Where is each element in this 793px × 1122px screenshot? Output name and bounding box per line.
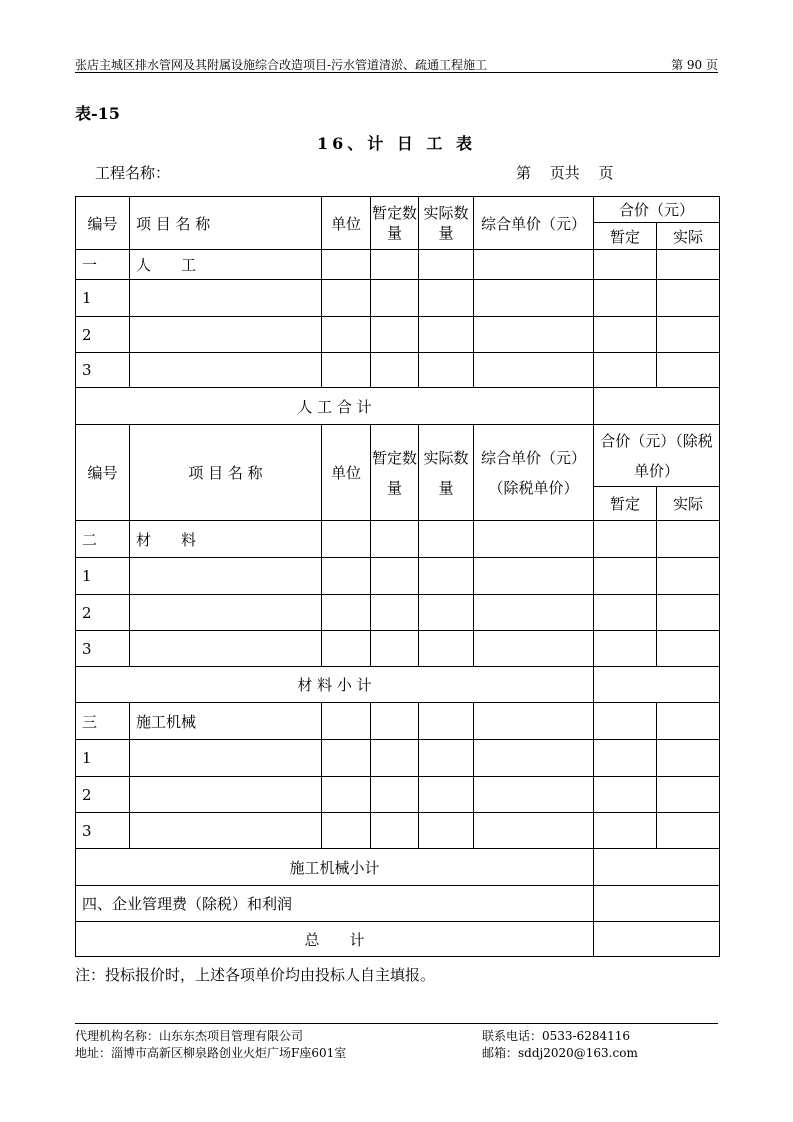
col-header-est: 暂定 [594,223,657,250]
item-number: 3 [76,631,130,667]
table-cell [657,777,720,813]
table-cell [657,521,720,558]
table-cell [322,521,371,558]
table-cell [371,813,419,849]
col-header-act-qty: 实际数量 [419,197,474,250]
table-cell [419,631,474,667]
table-cell [594,631,657,667]
table-cell [371,521,419,558]
section-number: 三 [76,703,130,740]
table-cell [594,521,657,558]
table-cell [419,317,474,353]
item-number: 3 [76,813,130,849]
table-number: 表-15 [75,104,120,123]
table-cell [657,595,720,631]
col-header-est: 暂定 [594,487,657,521]
col-header-act-qty: 实际数量 [419,425,474,521]
item-number: 2 [76,777,130,813]
table-cell [322,250,371,280]
item-row [76,813,720,849]
subtotal-row [76,849,720,886]
table-cell [371,595,419,631]
item-number: 2 [76,595,130,631]
section-name: 人 工 [130,250,322,280]
table-title: 16、计 日 工 表 [317,134,476,153]
col-header-unit: 单位 [322,197,371,250]
header-page-number: 第 90 页 [671,58,718,72]
table-cell [322,558,371,595]
item-row [76,558,720,595]
table-cell [130,558,322,595]
table-cell [657,280,720,317]
subtotal-value [594,667,720,703]
table-cell [322,595,371,631]
col-header-total: 合价（元） [594,197,720,223]
table-cell [322,813,371,849]
col-header-act: 实际 [657,223,720,250]
table-cell [419,353,474,388]
table-cell [657,740,720,777]
section-name: 材 料 [130,521,322,558]
table-cell [371,317,419,353]
daywork-table [75,196,720,957]
table-cell [322,631,371,667]
item-number: 3 [76,353,130,388]
mgmt-fee-label: 四、企业管理费（除税）和利润 [76,886,594,922]
table-cell [371,353,419,388]
table-cell [130,595,322,631]
table-cell [657,317,720,353]
table-cell [657,250,720,280]
section-row [76,521,720,558]
item-row [76,317,720,353]
table-cell [130,353,322,388]
col-header-no: 编号 [76,425,130,521]
table-cell [474,521,594,558]
item-row [76,777,720,813]
item-row [76,631,720,667]
table-cell [419,813,474,849]
table-cell [474,631,594,667]
table-cell [474,280,594,317]
section-row [76,703,720,740]
table-cell [657,813,720,849]
col-header-no: 编号 [76,197,130,250]
page-counter: 第 页共 页 [516,164,614,182]
table-cell [594,813,657,849]
table-cell [474,777,594,813]
header-row [76,425,720,487]
table-cell [594,777,657,813]
subtotal-row [76,667,720,703]
table-cell [322,353,371,388]
table-cell [322,280,371,317]
subtotal-value [594,849,720,886]
table-cell [419,250,474,280]
table-cell [322,777,371,813]
table-cell [322,703,371,740]
table-cell [130,740,322,777]
table-cell [474,353,594,388]
col-header-act: 实际 [657,487,720,521]
table-cell [130,777,322,813]
grand-total-value [594,922,720,957]
table-cell [594,558,657,595]
table-cell [371,250,419,280]
col-header-unit-price: 综合单价（元） [474,197,594,250]
grand-total-row [76,922,720,957]
table-cell [419,777,474,813]
section-name: 施工机械 [130,703,322,740]
table-cell [594,317,657,353]
mgmt-fee-value [594,886,720,922]
table-cell [474,250,594,280]
item-number: 1 [76,740,130,777]
table-cell [419,595,474,631]
section-number: 二 [76,521,130,558]
table-cell [130,813,322,849]
table-cell [419,280,474,317]
table-cell [474,317,594,353]
table-cell [419,740,474,777]
subtotal-row [76,388,720,425]
project-name-label: 工程名称： [95,164,171,182]
col-header-name: 项 目 名 称 [130,197,322,250]
table-cell [594,740,657,777]
table-cell [657,703,720,740]
table-cell [371,558,419,595]
table-cell [371,631,419,667]
item-row [76,595,720,631]
grand-total-label: 总 计 [76,922,594,957]
table-cell [474,703,594,740]
table-cell [371,280,419,317]
footnote: 注：投标报价时，上述各项单价均由投标人自主填报。 [75,966,436,984]
header-row [76,197,720,223]
table-cell [594,703,657,740]
col-header-total: 合价（元）（除税单价） [594,425,720,487]
table-cell [474,740,594,777]
table-cell [371,740,419,777]
table-cell [371,777,419,813]
item-row [76,353,720,388]
subtotal-label: 施工机械小计 [76,849,594,886]
col-header-name: 项 目 名 称 [130,425,322,521]
footer-phone: 联系电话：0533-6284116 [482,1029,631,1043]
footer-agency: 代理机构名称：山东东杰项目管理有限公司 [75,1029,304,1043]
item-number: 1 [76,558,130,595]
col-header-unit: 单位 [322,425,371,521]
table-cell [322,740,371,777]
table-cell [419,703,474,740]
item-row [76,740,720,777]
table-cell [419,521,474,558]
table-cell [419,558,474,595]
table-cell [657,631,720,667]
table-cell [594,353,657,388]
table-cell [474,813,594,849]
footer-address: 地址：淄博市高新区柳泉路创业火炬广场F座601室 [75,1046,347,1060]
table-cell [594,595,657,631]
table-cell [474,595,594,631]
table-cell [594,280,657,317]
table-cell [594,250,657,280]
item-number: 1 [76,280,130,317]
col-header-est-qty: 暂定数量 [371,197,419,250]
table-cell [371,703,419,740]
table-cell [322,317,371,353]
footer-divider [75,1023,718,1024]
subtotal-label: 材 料 小 计 [76,667,594,703]
section-row [76,250,720,280]
table-cell [130,280,322,317]
table-cell [130,631,322,667]
page-header [75,56,718,73]
col-header-unit-price: 综合单价（元）（除税单价） [474,425,594,521]
table-cell [474,558,594,595]
item-number: 2 [76,317,130,353]
section-number: 一 [76,250,130,280]
table-cell [657,353,720,388]
table-cell [657,558,720,595]
subtotal-label: 人 工 合 计 [76,388,594,425]
subtotal-value [594,388,720,425]
item-row [76,280,720,317]
header-title: 张店主城区排水管网及其附属设施综合改造项目-污水管道清淤、疏通工程施工 [75,58,488,72]
table-cell [130,317,322,353]
col-header-est-qty: 暂定数量 [371,425,419,521]
footer-email: 邮箱：sddj2020@163.com [482,1046,638,1060]
mgmt-fee-row [76,886,720,922]
